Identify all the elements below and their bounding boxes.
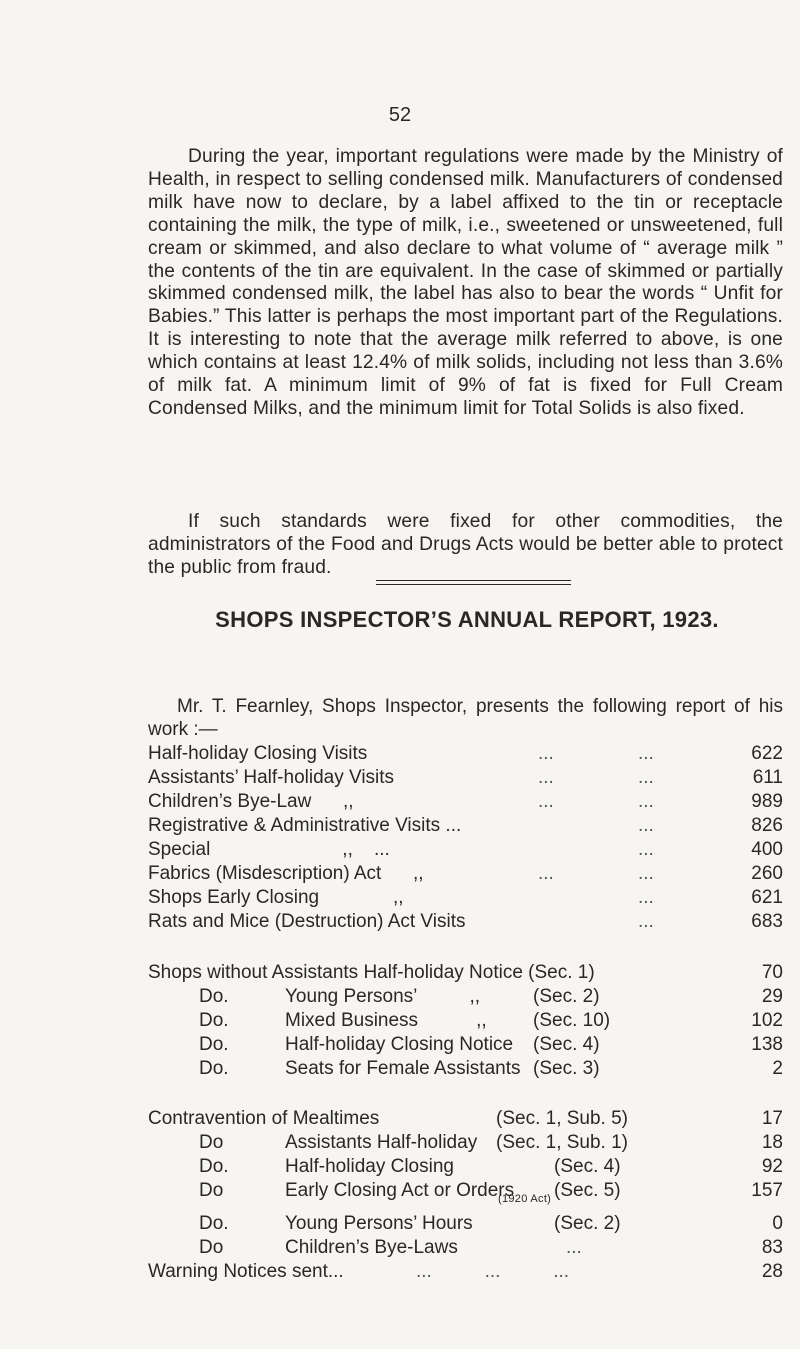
notice-row [148, 961, 783, 985]
ditto-label: Do. [199, 1010, 229, 1031]
visit-count: 826 [751, 815, 783, 836]
visit-label: Registrative & Administrative Visits ... [148, 815, 462, 836]
visit-count: 989 [751, 791, 783, 812]
contravention-description: Assistants Half-holiday [285, 1132, 478, 1153]
visit-count: 611 [752, 767, 783, 788]
leader-dots: ... [638, 743, 654, 764]
ditto-label: Do. [199, 1213, 229, 1234]
warning-count: 28 [761, 1261, 783, 1282]
contravention-count: 17 [761, 1108, 783, 1129]
visit-count: 683 [751, 911, 783, 932]
notice-row [148, 985, 783, 1009]
notice-count: 2 [772, 1058, 783, 1079]
leader-dots: ... [638, 863, 654, 884]
ditto-label: Do. [199, 1156, 229, 1177]
notice-count: 70 [761, 962, 783, 983]
ditto-label: Do. [199, 986, 229, 1007]
condensed-milk-paragraph: During the year, important regulations were made by the Ministry of Health, in respect to selling condensed milk. Manufacturers of condensed milk have now to declare, by a label affixed to the tin or receptacle containing the milk, the type of milk, i.e., sweetened or unsweetened, full cream or skimmed, and also declare to what volume of “ average milk ” the contents of the tin are equivalent. In the case of skimmed or partially skimmed condensed milk, the label has also to bear the words “ Unfit for Babies.” This latter is perhaps the most important part of the Regulations. It is interesting to note that the average milk referred to above, is one which contains at least 12.4% of milk solids, including not less than 3.6% of milk fat. A minimum limit of 9% of fat is fixed for Full Cream Condensed Milks, and the minimum limit for Total Solids is also fixed. [148, 146, 783, 419]
leader-dots: ... [638, 911, 654, 932]
report-intro: Mr. T. Fearnley, Shops Inspector, presents the following report of his work :— [148, 696, 783, 740]
contravention-row [148, 1107, 783, 1131]
visit-row [148, 790, 783, 814]
contravention-label: Contravention of Mealtimes [148, 1108, 380, 1129]
leader-dots: ... [538, 791, 554, 812]
ditto-label: Do [199, 1237, 224, 1258]
leader-dots: ... [638, 791, 654, 812]
section-reference: (Sec. 4) [533, 1034, 600, 1055]
visit-label: Assistants’ Half-holiday Visits [148, 767, 395, 788]
contravention-row [148, 1155, 783, 1179]
leader-dots: ... [638, 815, 654, 836]
divider-rule-thick [376, 584, 571, 585]
divider-rule-thin [376, 580, 571, 581]
leader-dots: ... [566, 1237, 582, 1258]
leader-dots: ... [638, 887, 654, 908]
contravention-row [148, 1131, 783, 1155]
contravention-count: 92 [761, 1156, 783, 1177]
ditto-label: Do [199, 1132, 224, 1153]
visit-row [148, 766, 783, 790]
visit-count: 260 [751, 863, 783, 884]
visit-label: Shops Early Closing ,, [148, 887, 404, 908]
warning-label: Warning Notices sent... [148, 1261, 344, 1282]
notice-description: Young Persons’ ,, [285, 986, 481, 1007]
section-reference: (Sec. 10) [533, 1010, 611, 1031]
visit-row [148, 838, 783, 862]
leader-dots: ... [538, 743, 554, 764]
contravention-description: Children’s Bye-Laws [285, 1237, 458, 1258]
contravention-row [148, 1179, 783, 1203]
section-reference: (Sec. 1, Sub. 1) [496, 1132, 629, 1153]
section-reference: (Sec. 3) [533, 1058, 600, 1079]
visit-count: 621 [751, 887, 783, 908]
ditto-label: Do. [199, 1034, 229, 1055]
section-reference: (Sec. 2) [554, 1213, 621, 1234]
notice-row [148, 1009, 783, 1033]
contravention-count: 157 [751, 1180, 783, 1201]
warning-row [148, 1260, 783, 1284]
visit-row [148, 814, 783, 838]
contravention-description: Young Persons’ Hours [285, 1213, 473, 1234]
leader-dots: ... [538, 863, 554, 884]
notice-label: Shops without Assistants Half-holiday Notice (Sec. 1) [148, 962, 595, 983]
notice-description: Half-holiday Closing Notice [285, 1034, 514, 1055]
contravention-description: Early Closing Act or Orders [285, 1180, 515, 1201]
notice-count: 102 [751, 1010, 783, 1031]
notice-count: 29 [761, 986, 783, 1007]
notice-count: 138 [751, 1034, 783, 1055]
section-reference: (Sec. 5) [554, 1180, 621, 1201]
act-note: (1920 Act) [498, 1193, 552, 1205]
contravention-row [148, 1236, 783, 1260]
leader-dots: ... [638, 839, 654, 860]
visit-label: Half-holiday Closing Visits [148, 743, 368, 764]
notice-row [148, 1057, 783, 1081]
report-title: SHOPS INSPECTOR’S ANNUAL REPORT, 1923. [215, 607, 719, 632]
visit-label: Rats and Mice (Destruction) Act Visits [148, 911, 466, 932]
contravention-count: 0 [772, 1213, 783, 1234]
visit-row [148, 742, 783, 766]
leader-dots: ... [638, 767, 654, 788]
visit-label: Children’s Bye-Law ,, [148, 791, 354, 812]
contravention-row [148, 1212, 783, 1236]
section-reference: (Sec. 2) [533, 986, 600, 1007]
visit-count: 400 [751, 839, 783, 860]
page-number: 52 [388, 104, 412, 126]
visit-label: Fabrics (Misdescription) Act ,, [148, 863, 424, 884]
contravention-count: 83 [761, 1237, 783, 1258]
ditto-label: Do. [199, 1058, 229, 1079]
leader-dots: ... ... ... [416, 1261, 570, 1282]
leader-dots: ... [538, 767, 554, 788]
visit-row [148, 910, 783, 934]
notice-description: Mixed Business ,, [285, 1010, 487, 1031]
visit-count: 622 [751, 743, 783, 764]
ditto-label: Do [199, 1180, 224, 1201]
contravention-description: Half-holiday Closing [285, 1156, 454, 1177]
section-reference: (Sec. 4) [554, 1156, 621, 1177]
visit-row [148, 886, 783, 910]
notice-description: Seats for Female Assistants [285, 1058, 521, 1079]
contravention-count: 18 [761, 1132, 783, 1153]
section-reference: (Sec. 1, Sub. 5) [496, 1108, 629, 1129]
visit-row [148, 862, 783, 886]
visit-label: Special ,, ... [148, 839, 390, 860]
food-drugs-paragraph: If such standards were fixed for other commodities, the administrators of the Food and Drugs Acts would be better able to protect the public from fraud. [148, 511, 783, 578]
notice-row [148, 1033, 783, 1057]
